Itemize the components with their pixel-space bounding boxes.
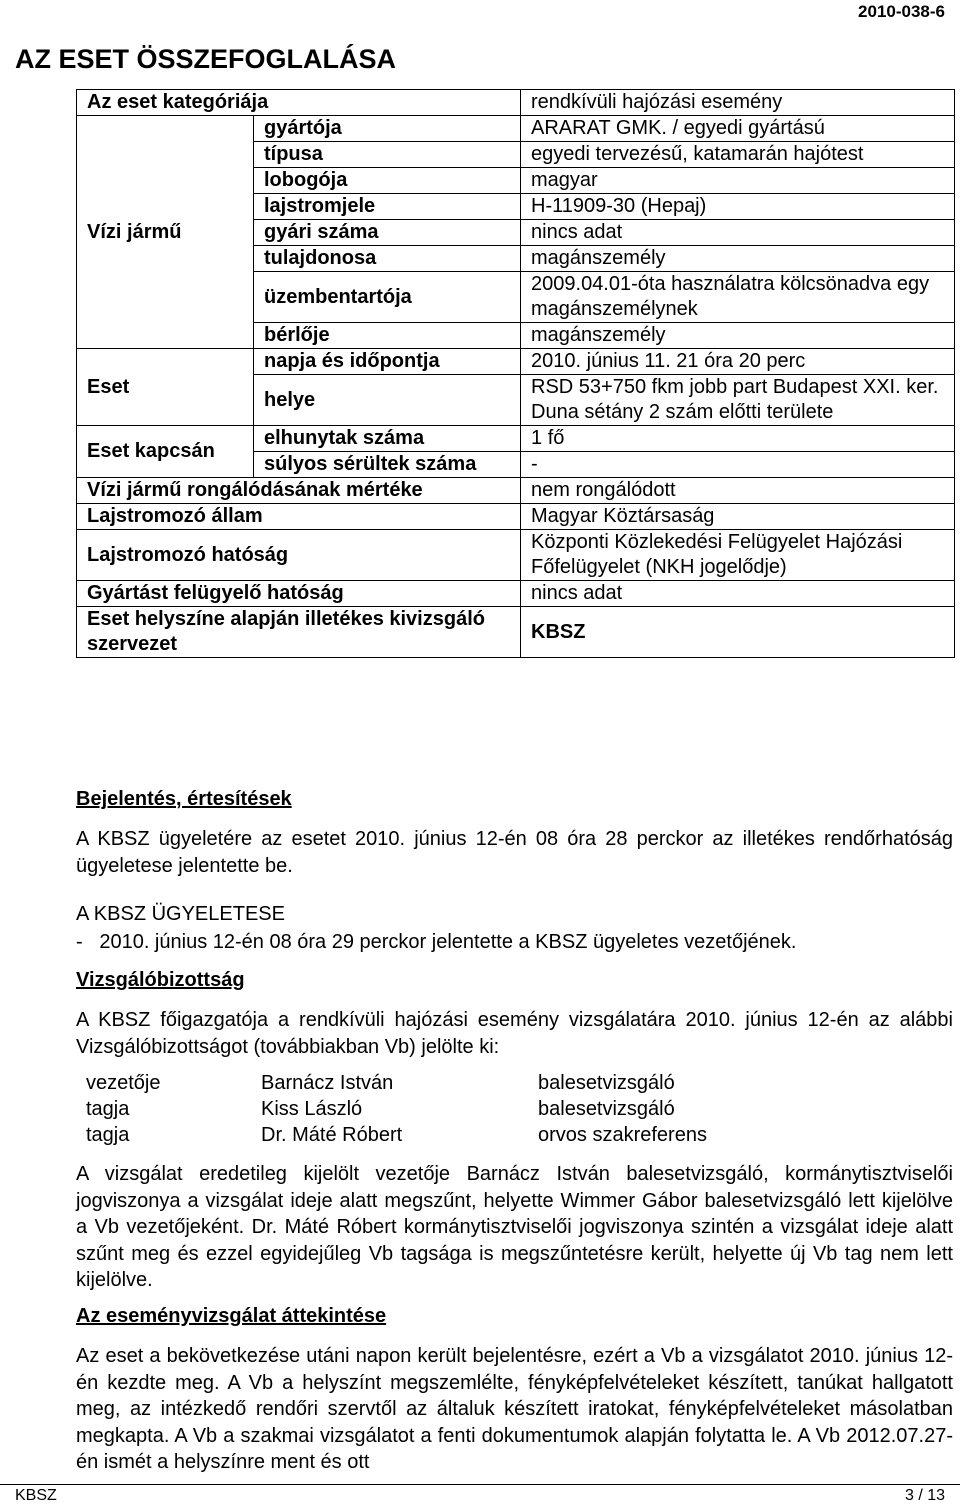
- duty-heading: A KBSZ ÜGYELETESE: [76, 903, 285, 925]
- row-label: súlyos sérültek száma: [254, 452, 521, 478]
- row-label: üzembentartója: [254, 272, 521, 323]
- table-row: [77, 504, 955, 530]
- row-value: nincs adat: [521, 581, 955, 607]
- notifications-title: Bejelentés, értesítések: [76, 788, 292, 810]
- member-name: Kiss László: [261, 1098, 363, 1120]
- table-row: [76, 1096, 717, 1122]
- row-value: nem rongálódott: [521, 478, 955, 504]
- row-value: Központi Közlekedési Felügyelet Hajózási Főfelügyelet (NKH jogelődje): [521, 530, 955, 581]
- table-row: [77, 478, 955, 504]
- row-value: 1 fő: [521, 426, 955, 452]
- vessel-label: Vízi jármű: [77, 116, 254, 349]
- committee-intro: A KBSZ főigazgatója a rendkívüli hajózási esemény vizsgálatára 2010. június 12-én az alábbi Vizsgálóbizottságot (továbbiakban Vb) jelölte ki:: [76, 1009, 953, 1058]
- notifications-text: A KBSZ ügyeletére az esetet 2010. június 12-én 08 óra 28 perckor az illetékes rendőrhatóság ügyeletese jelentette be.: [76, 828, 953, 877]
- row-label: Vízi jármű rongálódásának mértéke: [77, 478, 521, 504]
- member-name: Dr. Máté Róbert: [261, 1124, 403, 1146]
- overview-title: Az eseményvizsgálat áttekintése: [76, 1305, 387, 1327]
- row-label: típusa: [254, 142, 521, 168]
- row-value: RSD 53+750 fkm jobb part Budapest XXI. ker. Duna sétány 2 szám előtti területe: [521, 375, 955, 426]
- member-name: Barnácz István: [261, 1072, 394, 1094]
- table-row: [77, 607, 955, 658]
- row-value: magánszemély: [521, 246, 955, 272]
- document-id: 2010-038-6: [858, 2, 945, 21]
- duty-text: - 2010. június 12-én 08 óra 29 perckor jelentette a KBSZ ügyeletes vezetőjének.: [76, 931, 797, 953]
- table-row: [77, 426, 955, 452]
- overview-text: Az eset a bekövetkezése utáni napon került bejelentésre, ezért a Vb a vizsgálatot 2010. június 12-én kezdte meg. A Vb a helyszínt megszemlélte, fényképfelvételeket készített, tanúkat hallgatott meg, az intézkedő rendőri szervtől az általuk készített iratokat, fényképfelvételeket másolatban megkapta. A Vb a szakmai vizsgálatot a fenti dokumentumok alapján folytatta le. A Vb 2012.07.27-én ismét a helyszínre ment és ott: [76, 1345, 953, 1473]
- table-row: [77, 90, 955, 116]
- row-label: Lajstromozó állam: [77, 504, 521, 530]
- row-value: magánszemély: [521, 323, 955, 349]
- member-title: orvos szakreferens: [538, 1124, 707, 1146]
- row-value: 2010. június 11. 21 óra 20 perc: [521, 349, 955, 375]
- row-value: 2009.04.01-óta használatra kölcsönadva egy magánszemélynek: [521, 272, 955, 323]
- member-title: balesetvizsgáló: [538, 1072, 675, 1094]
- row-value: Magyar Köztársaság: [521, 504, 955, 530]
- row-label: Az eset kategóriája: [77, 90, 521, 116]
- committee-note: A vizsgálat eredetileg kijelölt vezetője Barnácz István balesetvizsgáló, kormánytisztviselői jogviszonya a vizsgálat ideje alatt megszűnt, helyette Wimmer Gábor balesetvizsgáló lett kijelölve a Vb vezetőjeként. Dr. Máté Róbert kormánytisztviselői jogviszonya szintén a vizsgálat ideje alatt szűnt meg és ezzel egyidejűleg Vb tagsága is megszűntetésre került, helyette új Vb tag nem lett kijelölve.: [76, 1163, 953, 1291]
- row-label: gyári száma: [254, 220, 521, 246]
- row-value: -: [521, 452, 955, 478]
- row-label: lobogója: [254, 168, 521, 194]
- row-label: elhunytak száma: [254, 426, 521, 452]
- member-role: vezetője: [86, 1072, 161, 1094]
- row-value: magyar: [521, 168, 955, 194]
- row-value: ARARAT GMK. / egyedi gyártású: [521, 116, 955, 142]
- row-value: rendkívüli hajózási esemény: [521, 90, 955, 116]
- row-value: KBSZ: [521, 607, 955, 658]
- member-title: balesetvizsgáló: [538, 1098, 675, 1120]
- table-row: [77, 581, 955, 607]
- row-label: napja és időpontja: [254, 349, 521, 375]
- related-label: Eset kapcsán: [77, 426, 254, 478]
- summary-table: [76, 89, 955, 658]
- row-label: Gyártást felügyelő hatóság: [77, 581, 521, 607]
- footer-divider: [0, 1484, 960, 1485]
- row-value: H-11909-30 (Hepaj): [521, 194, 955, 220]
- committee-title: Vizsgálóbizottság: [76, 969, 245, 991]
- page-title: AZ ESET ÖSSZEFOGLALÁSA: [15, 44, 397, 74]
- row-label: lajstromjele: [254, 194, 521, 220]
- table-row: [76, 1122, 717, 1148]
- table-row: [76, 1070, 717, 1096]
- table-row: [77, 530, 955, 581]
- row-label: Eset helyszíne alapján illetékes kivizsgáló szervezet: [77, 607, 521, 658]
- row-label: tulajdonosa: [254, 246, 521, 272]
- table-row: [77, 116, 955, 142]
- row-label: bérlője: [254, 323, 521, 349]
- row-value: nincs adat: [521, 220, 955, 246]
- members-table: [76, 1070, 717, 1148]
- member-role: tagja: [86, 1124, 130, 1146]
- row-label: Lajstromozó hatóság: [77, 530, 521, 581]
- footer-org: KBSZ: [15, 1487, 57, 1504]
- member-role: tagja: [86, 1098, 130, 1120]
- table-row: [77, 349, 955, 375]
- event-label: Eset: [77, 349, 254, 426]
- page-number: 3 / 13: [904, 1487, 945, 1504]
- row-value: egyedi tervezésű, katamarán hajótest: [521, 142, 955, 168]
- row-label: gyártója: [254, 116, 521, 142]
- row-label: helye: [254, 375, 521, 426]
